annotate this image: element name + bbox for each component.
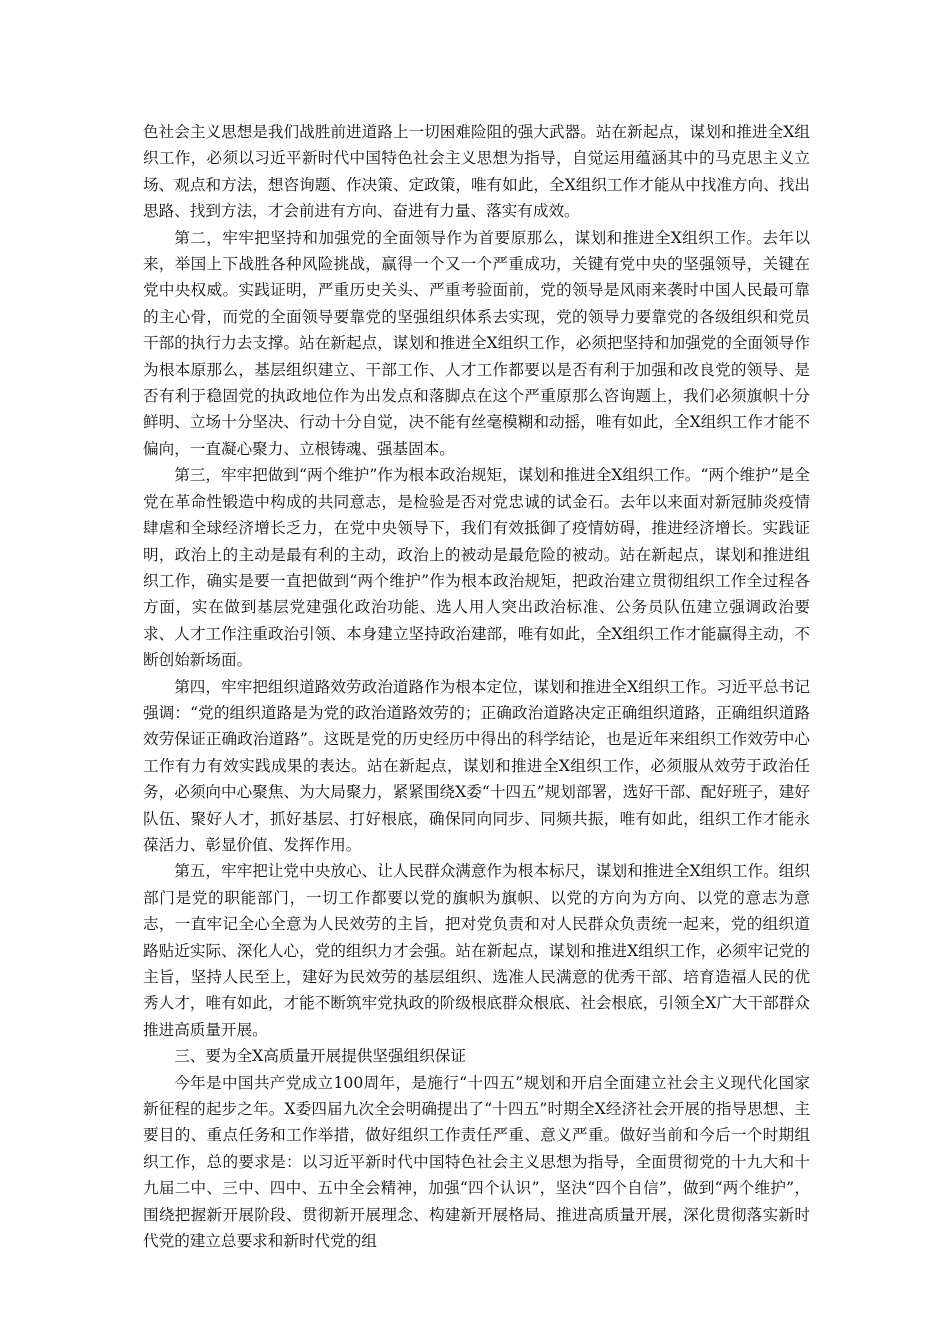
- paragraph: 色社会主义思想是我们战胜前进道路上一切困难险阻的强大武器。站在新起点，谋划和推进全X组织工作，必须以习近平新时代中国特色社会主义思想为指导，自觉运用蕴涵其中的马克思主义立场、观点和方法，想咨询题、作决策、定政策，唯有如此，全X组织工作才能从中找准方向、找出思路、找到方法，才会前进有方向、奋进有力量、落实有成效。: [143, 123, 810, 221]
- paragraph: 第四，牢牢把组织道路效劳政治道路作为根本定位，谋划和推进全X组织工作。习近平总书记强调：“党的组织道路是为党的政治道路效劳的；正确政治道路决定正确组织道路，正确组织道路效劳保证正确政治道路”。这既是党的历史经历中得出的科学结论，也是近年来组织工作效劳中心工作有力有效实践成果的表达。站在新起点，谋划和推进全X组织工作，必须服从效劳于政治任务，必须向中心聚焦、为大局聚力，紧紧围绕X委“十四五”规划部署，选好干部、配好班子，建好队伍、聚好人才，抓好基层、打好根底，确保同向同步、同频共振，唯有如此，组织工作才能永葆活力、彰显价值、发挥作用。: [143, 677, 810, 854]
- paragraph: 第三，牢牢把做到“两个维护”作为根本政治规矩，谋划和推进全X组织工作。“两个维护”是全党在革命性锻造中构成的共同意志，是检验是否对党忠诚的试金石。去年以来面对新冠肺炎疫情肆虐和全球经济增长乏力，在党中央领导下，我们有效抵御了疫情妨碍，推进经济增长。实践证明，政治上的主动是最有利的主动，政治上的被动是最危险的被动。站在新起点，谋划和推进组织工作，确实是要一直把做到“两个维护”作为根本政治规矩，把政治建立贯彻组织工作全过程各方面，实在做到基层党建强化政治功能、选人用人突出政治标准、公务员队伍建立强调政治要求、人才工作注重政治引领、本身建立坚持政治建部，唯有如此，全X组织工作才能赢得主动，不断创始新场面。: [143, 466, 810, 670]
- paragraph: 第五，牢牢把让党中央放心、让人民群众满意作为根本标尺，谋划和推进全X组织工作。组织部门是党的职能部门，一切工作都要以党的旗帜为旗帜、以党的方向为方向、以党的意志为意志，一直牢记全心全意为人民效劳的主旨，把对党负责和对人民群众负责统一起来，党的组织道路贴近实际、深化人心，党的组织力才会强。站在新起点，谋划和推进X组织工作，必须牢记党的主旨，坚持人民至上，建好为民效劳的基层组织、选准人民满意的优秀干部、培育造福人民的优秀人才，唯有如此，才能不断筑牢党执政的阶级根底群众根底、社会根底，引领全X广大干部群众推进高质量开展。: [143, 862, 810, 1039]
- paragraph: 第二，牢牢把坚持和加强党的全面领导作为首要原那么，谋划和推进全X组织工作。去年以来，举国上下战胜各种风险挑战，赢得一个又一个严重成功，关键有党中央的坚强领导，关键在党中央权威。实践证明，严重历史关头、严重考验面前，党的领导是风雨来袭时中国人民最可靠的主心骨，而党的全面领导要靠党的坚强组织体系去实现，党的领导力要靠党的各级组织和党员干部的执行力去支撑。站在新起点，谋划和推进全X组织工作，必须把坚持和加强党的全面领导作为根本原那么，基层组织建立、干部工作、人才工作都要以是否有利于加强和改良党的领导、是否有利于稳固党的执政地位作为出发点和落脚点在这个严重原那么咨询题上，我们必须旗帜十分鲜明、立场十分坚决、行动十分自觉，决不能有丝毫模糊和动摇，唯有如此，全X组织工作才能不偏向，一直凝心聚力、立根铸魂、强基固本。: [143, 228, 810, 458]
- paragraph: 今年是中国共产党成立100周年，是施行“十四五”规划和开启全面建立社会主义现代化国家新征程的起步之年。X委四届九次全会明确提出了“十四五”时期全X经济社会开展的指导思想、主要目的、重点任务和工作举措，做好组织工作责任严重、意义严重。做好当前和今后一个时期组织工作，总的要求是：以习近平新时代中国特色社会主义思想为指导，全面贯彻党的十九大和十九届二中、三中、四中、五中全会精神，加强“四个认识”，坚決“四个自信”，做到“两个维护”，围绕把握新开展阶段、贯彻新开展理念、构建新开展格局、推进高质量开展，深化贯彻落实新时代党的建立总要求和新时代党的组: [143, 1073, 810, 1251]
- section-heading: 三、要为全X高质量开展提供坚强组织保证: [174, 1047, 466, 1066]
- document-body: [143, 119, 810, 1254]
